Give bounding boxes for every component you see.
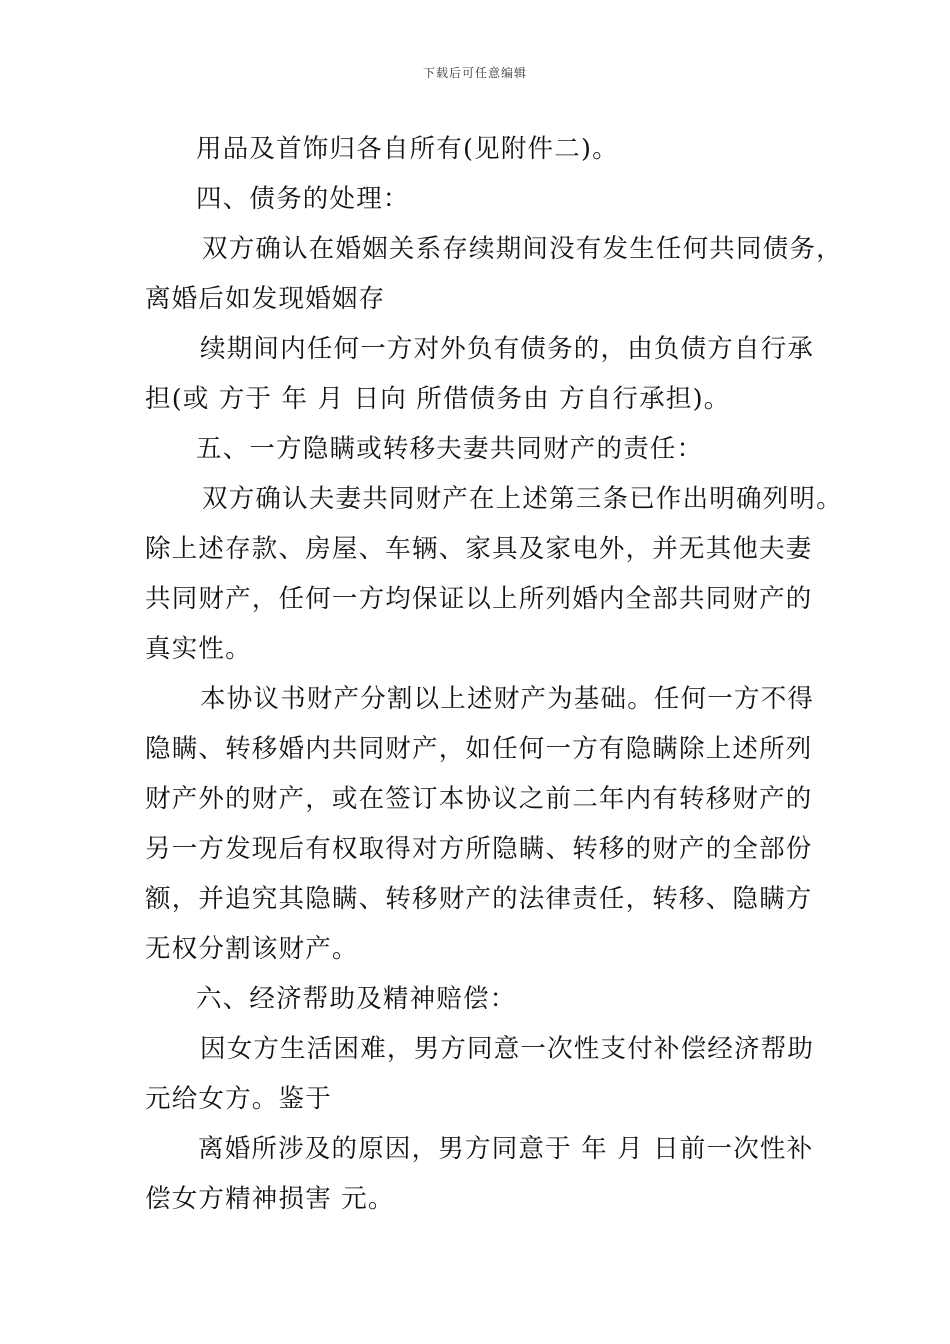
paragraph-line: 离婚后如发现婚姻存 <box>145 284 386 314</box>
section-heading-6: 六、经济帮助及精神赔偿： <box>196 984 517 1014</box>
section-heading-4: 四、债务的处理： <box>196 184 410 214</box>
paragraph-line: 元给女方。鉴于 <box>145 1084 332 1114</box>
paragraph-line: 双方确认夫妻共同财产在上述第三条已作出明确列明。 <box>202 484 843 514</box>
paragraph-line: 担(或 方于 年 月 日向 所借债务由 方自行承担)。 <box>145 384 731 414</box>
paragraph-line: 离婚所涉及的原因，男方同意于 年 月 日前一次性补 <box>198 1134 814 1164</box>
paragraph-line: 续期间内任何一方对外负有债务的，由负债方自行承 <box>200 334 815 364</box>
paragraph-line: 用品及首饰归各自所有(见附件二)。 <box>196 134 619 164</box>
paragraph-line: 因女方生活困难，男方同意一次性支付补偿经济帮助 <box>200 1034 815 1064</box>
paragraph-line: 除上述存款、房屋、车辆、家具及家电外，并无其他夫妻 <box>145 534 813 564</box>
paragraph-line: 财产外的财产，或在签订本协议之前二年内有转移财产的 <box>145 784 813 814</box>
paragraph-line: 真实性。 <box>145 634 252 664</box>
section-heading-5: 五、一方隐瞒或转移夫妻共同财产的责任： <box>196 434 704 464</box>
page-header: 下载后可任意编辑 <box>422 66 527 80</box>
paragraph-line: 无权分割该财产。 <box>145 934 359 964</box>
paragraph-line: 双方确认在婚姻关系存续期间没有发生任何共同债务， <box>202 234 843 264</box>
paragraph-line: 本协议书财产分割以上述财产为基础。任何一方不得 <box>200 684 815 714</box>
paragraph-line: 偿女方精神损害 元。 <box>145 1184 395 1214</box>
paragraph-line: 另一方发现后有权取得对方所隐瞒、转移的财产的全部份 <box>145 834 813 864</box>
paragraph-line: 隐瞒、转移婚内共同财产，如任何一方有隐瞒除上述所列 <box>145 734 813 764</box>
paragraph-line: 额，并追究其隐瞒、转移财产的法律责任，转移、隐瞒方 <box>145 884 813 914</box>
paragraph-line: 共同财产，任何一方均保证以上所列婚内全部共同财产的 <box>145 584 813 614</box>
